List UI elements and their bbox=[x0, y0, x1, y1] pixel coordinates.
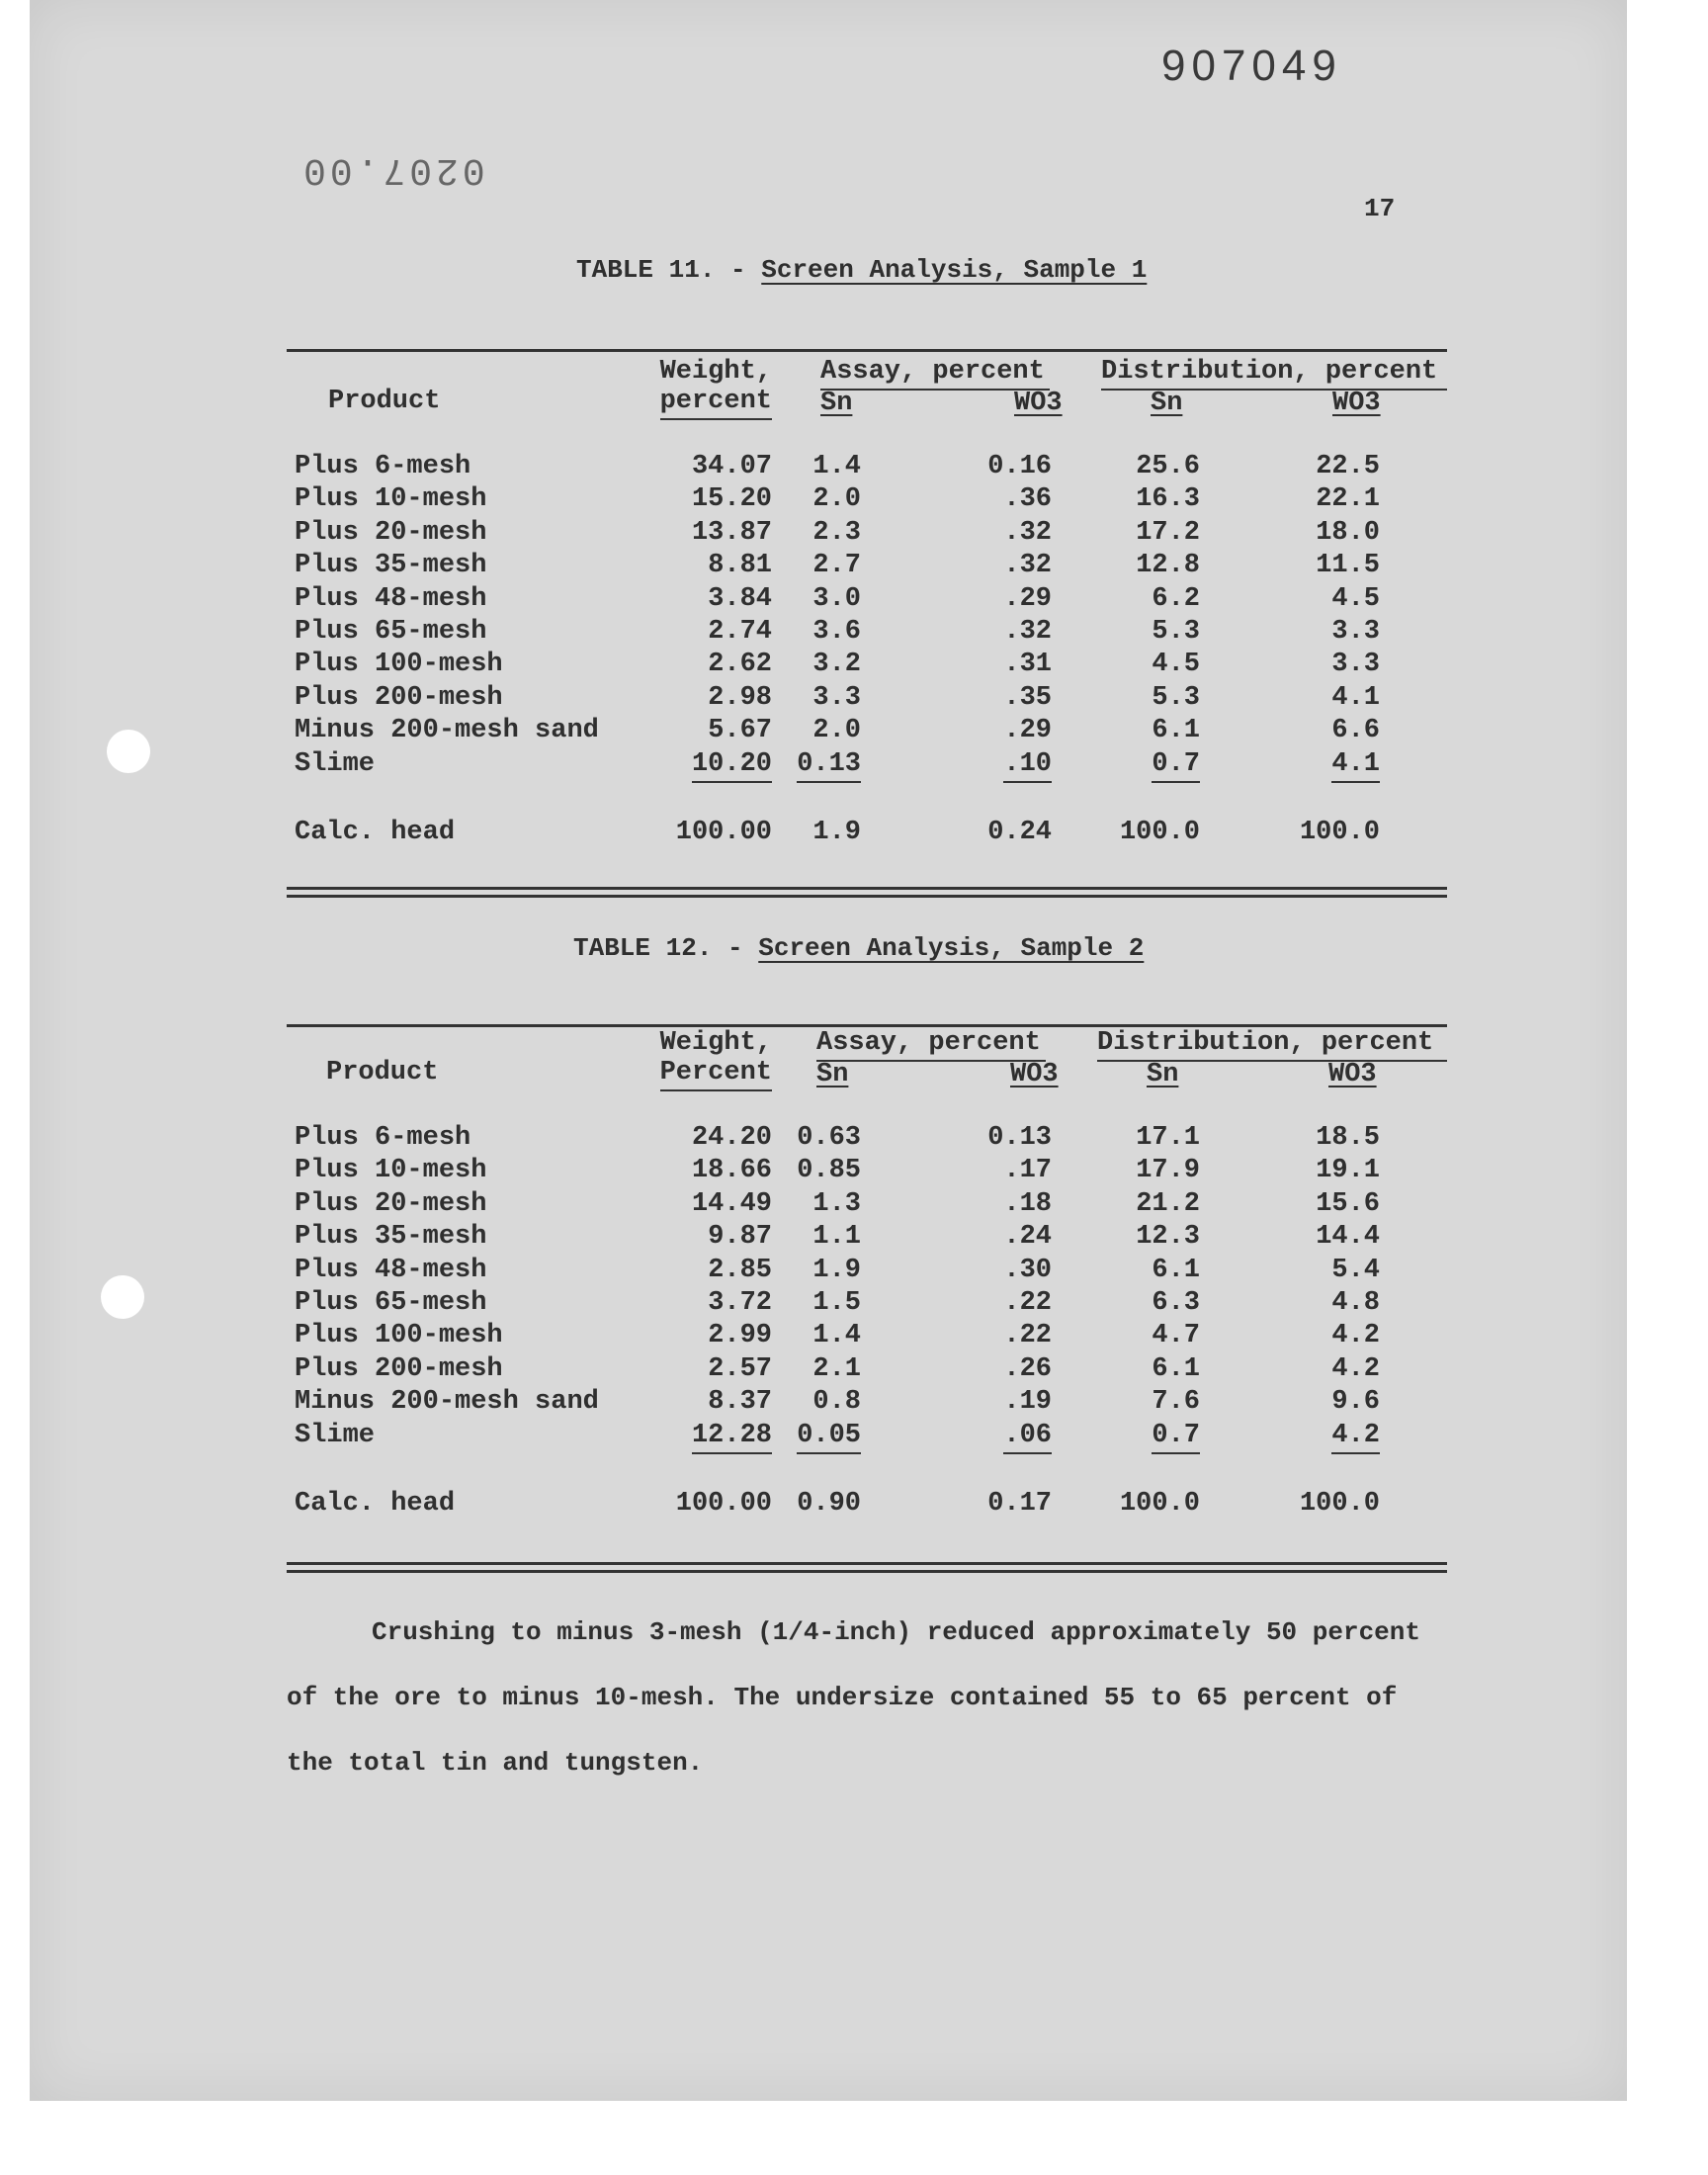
table-cell-assay-sn: 0.13 bbox=[797, 749, 861, 783]
table-cell-product: Plus 200-mesh bbox=[295, 682, 503, 713]
table-cell-weight: 14.49 bbox=[691, 1188, 772, 1219]
table-cell-weight: 3.72 bbox=[708, 1288, 772, 1318]
table-cell-dist-wo3: 4.8 bbox=[1331, 1288, 1380, 1318]
table-cell-assay-wo3: .31 bbox=[1003, 650, 1052, 680]
table-cell-dist-wo3: 18.5 bbox=[1316, 1123, 1380, 1153]
table-cell-product: Slime bbox=[295, 748, 376, 779]
header-distribution-sn: Sn bbox=[1151, 389, 1183, 418]
table-cell-assay-sn: 2.1 bbox=[812, 1353, 861, 1384]
table-cell-assay-sn: 0.8 bbox=[812, 1387, 861, 1418]
table-cell-dist-wo3: 5.4 bbox=[1331, 1255, 1380, 1285]
table-cell-assay-sn: 2.3 bbox=[812, 517, 861, 548]
total-cell-weight: 100.00 bbox=[675, 818, 772, 847]
table-cell-weight: 8.81 bbox=[708, 551, 772, 581]
table-cell-weight: 2.85 bbox=[708, 1255, 772, 1285]
table-cell-dist-sn: 17.2 bbox=[1136, 517, 1200, 548]
table-cell-dist-wo3: 4.1 bbox=[1331, 749, 1380, 783]
table-cell-assay-wo3: .35 bbox=[1003, 682, 1052, 713]
header-assay-sn: Sn bbox=[816, 1060, 849, 1089]
table-cell-assay-wo3: .32 bbox=[1003, 517, 1052, 548]
table-cell-assay-sn: 1.4 bbox=[812, 1321, 861, 1351]
table-cell-dist-sn: 12.3 bbox=[1136, 1222, 1200, 1253]
table-cell-product: Plus 35-mesh bbox=[295, 551, 487, 581]
total-cell-dist-wo3: 100.0 bbox=[1299, 1489, 1380, 1519]
table-cell-product: Plus 10-mesh bbox=[295, 1156, 487, 1186]
table-cell-product: Slime bbox=[295, 1420, 376, 1450]
table-cell-assay-wo3: .26 bbox=[1003, 1353, 1052, 1384]
table-cell-weight: 24.20 bbox=[691, 1123, 772, 1153]
punch-hole-bottom bbox=[101, 1275, 144, 1319]
table-cell-weight: 18.66 bbox=[691, 1156, 772, 1186]
table-cell-assay-sn: 1.4 bbox=[812, 452, 861, 481]
total-cell-assay-sn: 1.9 bbox=[812, 818, 861, 847]
table-cell-product: Plus 10-mesh bbox=[295, 484, 487, 515]
table-cell-product: Plus 20-mesh bbox=[295, 1188, 487, 1219]
table-cell-assay-wo3: .32 bbox=[1003, 551, 1052, 581]
table-cell-assay-wo3: .18 bbox=[1003, 1188, 1052, 1219]
table-cell-assay-wo3: .36 bbox=[1003, 484, 1052, 515]
table-cell-assay-sn: 0.85 bbox=[797, 1156, 861, 1186]
table-cell-dist-sn: 5.3 bbox=[1152, 682, 1200, 713]
table-cell-weight: 2.62 bbox=[708, 650, 772, 680]
header-assay-wo3: WO3 bbox=[1014, 389, 1063, 418]
table-cell-assay-sn: 2.0 bbox=[812, 484, 861, 515]
paragraph-line-3: the total tin and tungsten. bbox=[287, 1748, 704, 1778]
table-cell-dist-sn: 17.9 bbox=[1136, 1156, 1200, 1186]
header-distribution: Distribution, percent bbox=[1097, 1028, 1447, 1062]
table-cell-dist-wo3: 3.3 bbox=[1331, 617, 1380, 647]
paragraph-line-2: of the ore to minus 10-mesh. The undersize contained 55 to 65 percent of bbox=[287, 1683, 1398, 1712]
table-cell-dist-sn: 4.7 bbox=[1152, 1321, 1200, 1351]
table-12-subject: Screen Analysis, Sample 2 bbox=[758, 933, 1145, 963]
table-cell-weight: 8.37 bbox=[708, 1387, 772, 1418]
table-cell-weight: 10.20 bbox=[692, 749, 772, 783]
table-cell-weight: 2.98 bbox=[708, 682, 772, 713]
table-cell-dist-wo3: 18.0 bbox=[1316, 517, 1380, 548]
table-cell-dist-sn: 5.3 bbox=[1152, 617, 1200, 647]
total-cell-product: Calc. head bbox=[295, 818, 456, 847]
table-cell-assay-sn: 1.3 bbox=[812, 1188, 861, 1219]
header-assay-wo3: WO3 bbox=[1010, 1060, 1059, 1089]
table-cell-weight: 2.99 bbox=[708, 1321, 772, 1351]
table-cell-assay-sn: 0.63 bbox=[797, 1123, 861, 1153]
table-cell-product: Plus 35-mesh bbox=[295, 1222, 487, 1253]
table-cell-dist-sn: 4.5 bbox=[1152, 650, 1200, 680]
table-cell-dist-sn: 6.1 bbox=[1152, 716, 1200, 746]
table-cell-assay-wo3: 0.16 bbox=[987, 452, 1052, 481]
table-cell-product: Plus 48-mesh bbox=[295, 1255, 487, 1285]
header-weight-line1: Weight, bbox=[659, 1028, 772, 1058]
header-weight-line2: Percent bbox=[660, 1058, 772, 1091]
header-weight-line1: Weight, bbox=[659, 357, 772, 387]
table-bottom-double-rule bbox=[287, 1562, 1447, 1565]
table-cell-dist-wo3: 19.1 bbox=[1316, 1156, 1380, 1186]
screen-analysis-table-sample-2 bbox=[287, 1024, 1447, 1588]
table-cell-weight: 3.84 bbox=[708, 583, 772, 614]
header-weight-line2: percent bbox=[660, 387, 772, 420]
header-product: Product bbox=[326, 1058, 439, 1088]
table-cell-dist-sn: 6.3 bbox=[1152, 1288, 1200, 1318]
table-cell-assay-wo3: 0.13 bbox=[987, 1123, 1052, 1153]
table-top-rule bbox=[287, 1024, 1447, 1027]
table-cell-dist-sn: 25.6 bbox=[1136, 452, 1200, 481]
document-number: 907049 bbox=[1161, 42, 1342, 90]
table-cell-assay-wo3: .22 bbox=[1003, 1321, 1052, 1351]
table-cell-assay-sn: 3.2 bbox=[812, 650, 861, 680]
table-cell-weight: 2.57 bbox=[708, 1353, 772, 1384]
header-distribution-sn: Sn bbox=[1147, 1060, 1179, 1089]
total-cell-weight: 100.00 bbox=[675, 1489, 772, 1519]
table-cell-assay-wo3: .29 bbox=[1003, 583, 1052, 614]
screen-analysis-table-sample-1 bbox=[287, 349, 1447, 903]
table-cell-assay-sn: 0.05 bbox=[797, 1421, 861, 1454]
table-cell-assay-sn: 3.0 bbox=[812, 583, 861, 614]
table-cell-assay-sn: 1.1 bbox=[812, 1222, 861, 1253]
table-cell-dist-wo3: 11.5 bbox=[1316, 551, 1380, 581]
table-11-subject: Screen Analysis, Sample 1 bbox=[761, 255, 1148, 285]
total-cell-product: Calc. head bbox=[295, 1489, 456, 1519]
header-distribution-wo3: WO3 bbox=[1328, 1060, 1377, 1089]
table-cell-dist-sn: 0.7 bbox=[1152, 749, 1200, 783]
table-cell-dist-wo3: 15.6 bbox=[1316, 1188, 1380, 1219]
header-product: Product bbox=[328, 387, 441, 416]
table-cell-product: Plus 65-mesh bbox=[295, 1288, 487, 1318]
table-cell-weight: 13.87 bbox=[691, 517, 772, 548]
table-cell-weight: 34.07 bbox=[691, 452, 772, 481]
page-number: 17 bbox=[1364, 194, 1396, 223]
header-assay: Assay, percent bbox=[816, 1028, 1046, 1062]
header-distribution-wo3: WO3 bbox=[1332, 389, 1381, 418]
table-12-title bbox=[573, 933, 1144, 963]
body-paragraph bbox=[287, 1600, 1512, 1795]
table-cell-assay-wo3: .30 bbox=[1003, 1255, 1052, 1285]
table-cell-dist-sn: 0.7 bbox=[1152, 1421, 1200, 1454]
table-cell-dist-wo3: 3.3 bbox=[1331, 650, 1380, 680]
header-assay: Assay, percent bbox=[820, 357, 1050, 391]
table-cell-assay-wo3: .29 bbox=[1003, 716, 1052, 746]
table-cell-dist-sn: 21.2 bbox=[1136, 1188, 1200, 1219]
total-cell-dist-sn: 100.0 bbox=[1119, 818, 1200, 847]
table-cell-dist-wo3: 4.2 bbox=[1331, 1353, 1380, 1384]
table-cell-dist-sn: 6.2 bbox=[1152, 583, 1200, 614]
table-cell-weight: 15.20 bbox=[691, 484, 772, 515]
punch-hole-top bbox=[107, 730, 150, 773]
table-cell-dist-sn: 7.6 bbox=[1152, 1387, 1200, 1418]
total-cell-assay-wo3: 0.24 bbox=[987, 818, 1052, 847]
total-cell-dist-sn: 100.0 bbox=[1119, 1489, 1200, 1519]
table-cell-product: Minus 200-mesh sand bbox=[295, 1387, 599, 1418]
table-cell-assay-wo3: .10 bbox=[1003, 749, 1052, 783]
table-cell-assay-sn: 3.6 bbox=[812, 617, 861, 647]
table-cell-dist-wo3: 4.2 bbox=[1331, 1321, 1380, 1351]
table-11-label: TABLE 11. - bbox=[576, 255, 746, 285]
table-cell-dist-wo3: 4.1 bbox=[1331, 682, 1380, 713]
table-cell-dist-wo3: 22.1 bbox=[1316, 484, 1380, 515]
table-cell-assay-wo3: .06 bbox=[1003, 1421, 1052, 1454]
table-cell-assay-wo3: .22 bbox=[1003, 1288, 1052, 1318]
table-cell-dist-wo3: 14.4 bbox=[1316, 1222, 1380, 1253]
table-cell-dist-wo3: 6.6 bbox=[1331, 716, 1380, 746]
table-cell-dist-wo3: 4.2 bbox=[1331, 1421, 1380, 1454]
table-top-rule bbox=[287, 349, 1447, 352]
header-assay-sn: Sn bbox=[820, 389, 853, 418]
table-cell-assay-wo3: .19 bbox=[1003, 1387, 1052, 1418]
table-cell-dist-sn: 16.3 bbox=[1136, 484, 1200, 515]
table-cell-weight: 5.67 bbox=[708, 716, 772, 746]
total-cell-assay-wo3: 0.17 bbox=[987, 1489, 1052, 1519]
total-cell-dist-wo3: 100.0 bbox=[1299, 818, 1380, 847]
table-cell-assay-wo3: .24 bbox=[1003, 1222, 1052, 1253]
table-cell-weight: 2.74 bbox=[708, 617, 772, 647]
table-cell-assay-sn: 2.0 bbox=[812, 716, 861, 746]
header-distribution: Distribution, percent bbox=[1101, 357, 1447, 391]
table-11-title bbox=[576, 255, 1147, 285]
table-cell-dist-sn: 12.8 bbox=[1136, 551, 1200, 581]
table-cell-assay-wo3: .32 bbox=[1003, 617, 1052, 647]
table-cell-weight: 9.87 bbox=[708, 1222, 772, 1253]
total-cell-assay-sn: 0.90 bbox=[797, 1489, 861, 1519]
document-number-upside-down: 0207.00 bbox=[299, 148, 485, 191]
table-cell-product: Plus 200-mesh bbox=[295, 1353, 503, 1384]
table-cell-product: Plus 6-mesh bbox=[295, 452, 471, 481]
table-cell-dist-wo3: 9.6 bbox=[1331, 1387, 1380, 1418]
paragraph-line-1-text: Crushing to minus 3-mesh (1/4-inch) reduced approximately 50 percent bbox=[372, 1617, 1420, 1647]
table-cell-product: Plus 6-mesh bbox=[295, 1123, 471, 1153]
table-cell-assay-sn: 2.7 bbox=[812, 551, 861, 581]
table-cell-assay-sn: 1.9 bbox=[812, 1255, 861, 1285]
table-cell-dist-wo3: 22.5 bbox=[1316, 452, 1380, 481]
table-cell-assay-sn: 1.5 bbox=[812, 1288, 861, 1318]
table-cell-product: Plus 20-mesh bbox=[295, 517, 487, 548]
table-12-label: TABLE 12. - bbox=[573, 933, 743, 963]
paragraph-line-1 bbox=[287, 1600, 1512, 1665]
table-cell-dist-sn: 17.1 bbox=[1136, 1123, 1200, 1153]
table-cell-product: Minus 200-mesh sand bbox=[295, 716, 599, 746]
table-cell-dist-sn: 6.1 bbox=[1152, 1353, 1200, 1384]
table-cell-product: Plus 100-mesh bbox=[295, 650, 503, 680]
table-cell-assay-sn: 3.3 bbox=[812, 682, 861, 713]
table-bottom-double-rule bbox=[287, 887, 1447, 890]
table-cell-dist-sn: 6.1 bbox=[1152, 1255, 1200, 1285]
table-cell-product: Plus 48-mesh bbox=[295, 583, 487, 614]
table-cell-assay-wo3: .17 bbox=[1003, 1156, 1052, 1186]
table-cell-product: Plus 100-mesh bbox=[295, 1321, 503, 1351]
table-cell-dist-wo3: 4.5 bbox=[1331, 583, 1380, 614]
table-cell-product: Plus 65-mesh bbox=[295, 617, 487, 647]
table-cell-weight: 12.28 bbox=[692, 1421, 772, 1454]
